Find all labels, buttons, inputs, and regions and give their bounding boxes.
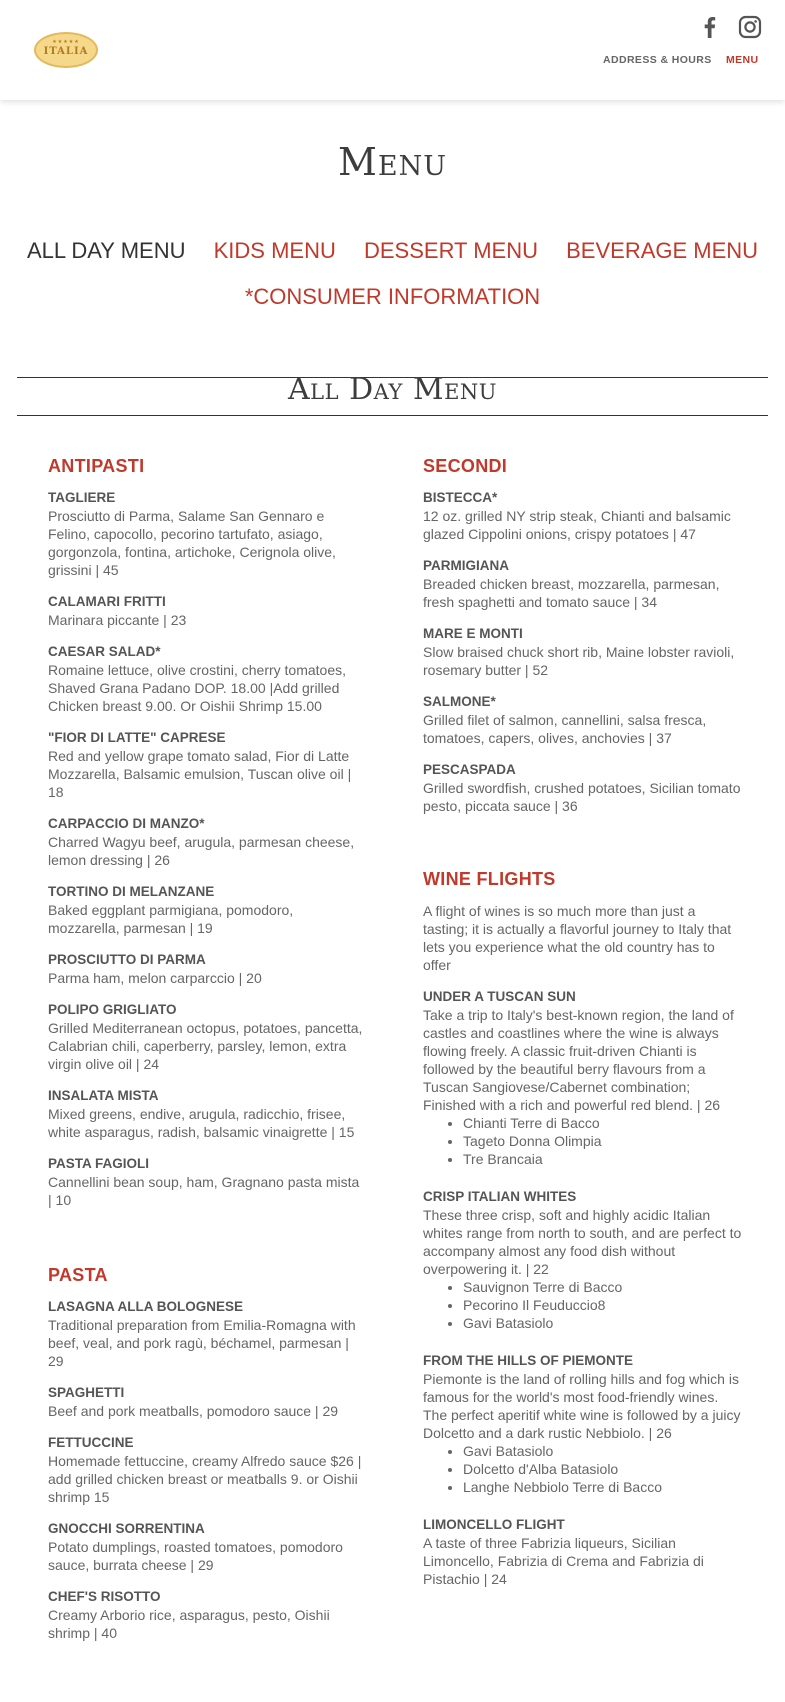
tab-dessert-menu[interactable]: DESSERT MENU	[363, 238, 538, 263]
menu-item	[423, 761, 743, 815]
category-pasta: PASTA	[48, 1265, 108, 1285]
category-wine-flights: WINE FLIGHTS	[423, 869, 556, 889]
item-name: SALMONE*	[423, 694, 496, 709]
menu-item	[423, 988, 743, 1168]
wine-list-item: • Langhe Nebbiolo Terre di Bacco	[463, 1478, 743, 1496]
item-desc: Red and yellow grape tomato salad, Fior di Latte Mozzarella, Balsamic emulsion, Tuscan olive oil | 18	[48, 748, 352, 800]
item-desc: Grilled swordfish, crushed potatoes, Sicilian tomato pesto, piccata sauce | 36	[423, 780, 741, 814]
item-desc: 12 oz. grilled NY strip steak, Chianti and balsamic glazed Cippolini onions, crispy potatoes | 47	[423, 508, 731, 542]
item-name: TAGLIERE	[48, 490, 116, 505]
menu-item	[48, 729, 363, 801]
item-name: "FIOR DI LATTE" CAPRESE	[48, 730, 226, 745]
item-name: INSALATA MISTA	[48, 1088, 159, 1103]
wine-list	[423, 1114, 743, 1168]
logo-text: ITALIA	[43, 46, 89, 57]
item-name: BISTECCA*	[423, 490, 498, 505]
menu-item	[48, 1298, 363, 1370]
item-desc: Parma ham, melon carparccio | 20	[48, 970, 262, 986]
item-desc: Creamy Arborio rice, asparagus, pesto, Oishii shrimp | 40	[48, 1607, 330, 1641]
item-desc: Romaine lettuce, olive crostini, cherry tomatoes, Shaved Grana Padano DOP. 18.00 |Add grilled Chicken breast 9.00. Or Oishii Shrimp 15.00	[48, 662, 347, 714]
item-desc: A taste of three Fabrizia liqueurs, Sicilian Limoncello, Fabrizia di Crema and Fabrizia di Pistachio | 24	[423, 1535, 704, 1587]
item-name: LASAGNA ALLA BOLOGNESE	[48, 1299, 243, 1314]
item-desc: Mixed greens, endive, arugula, radicchio, frisee, white asparagus, radish, balsamic vinaigrette | 15	[48, 1106, 355, 1140]
item-name: PESCASPADA	[423, 762, 516, 777]
item-name: CALAMARI FRITTI	[48, 594, 166, 609]
menu-item	[423, 693, 743, 747]
item-desc: These three crisp, soft and highly acidic Italian whites range from north to south, and are perfect to accompany almost any food dish without overpowering it. | 22	[423, 1207, 742, 1277]
category-antipasti: ANTIPASTI	[48, 456, 145, 476]
item-desc: Beef and pork meatballs, pomodoro sauce | 29	[48, 1403, 339, 1419]
item-name: CAESAR SALAD*	[48, 644, 161, 659]
wine-list-item: • Gavi Batasiolo	[463, 1314, 743, 1332]
menu-item	[48, 1384, 363, 1420]
facebook-icon[interactable]	[697, 14, 723, 40]
section-rule-bottom	[17, 415, 768, 416]
wine-list-item: • Dolcetto d'Alba Batasiolo	[463, 1460, 743, 1478]
menu-item	[48, 1520, 363, 1574]
item-name: PASTA FAGIOLI	[48, 1156, 149, 1171]
item-name: FROM THE HILLS OF PIEMONTE	[423, 1353, 633, 1368]
menu-item	[48, 1434, 363, 1506]
menu-item	[48, 593, 363, 629]
item-name: LIMONCELLO FLIGHT	[423, 1517, 565, 1532]
item-desc: Breaded chicken breast, mozzarella, parmesan, fresh spaghetti and tomato sauce | 34	[423, 576, 720, 610]
wine-list-item: • Tageto Donna Olimpia	[463, 1132, 743, 1150]
item-name: MARE E MONTI	[423, 626, 523, 641]
item-name: CRISP ITALIAN WHITES	[423, 1189, 577, 1204]
item-desc: Grilled filet of salmon, cannellini, salsa fresca, tomatoes, capers, olives, anchovies | 37	[423, 712, 707, 746]
menu-tabs	[0, 238, 785, 264]
item-desc: Baked eggplant parmigiana, pomodoro, mozzarella, parmesan | 19	[48, 902, 294, 936]
item-name: CARPACCIO DI MANZO*	[48, 816, 205, 831]
item-desc: Grilled Mediterranean octopus, potatoes, pancetta, Calabrian chili, caperberry, parsley, lemon, extra virgin olive oil | 24	[48, 1020, 363, 1072]
item-desc: Traditional preparation from Emilia-Romagna with beef, veal, and pork ragù, béchamel, parmesan | 29	[48, 1317, 356, 1369]
menu-item	[48, 815, 363, 869]
logo-stars: ★★★★★	[52, 39, 80, 45]
wine-list-item: • Sauvignon Terre di Bacco	[463, 1278, 743, 1296]
menu-item	[423, 1516, 743, 1588]
menu-item	[48, 643, 363, 715]
menu-item	[48, 1588, 363, 1642]
menu-item	[423, 1188, 743, 1332]
item-name: FETTUCCINE	[48, 1435, 134, 1450]
item-desc: Potato dumplings, roasted tomatoes, pomodoro sauce, burrata cheese | 29	[48, 1539, 343, 1573]
item-desc: Prosciutto di Parma, Salame San Gennaro e Felino, capocollo, pecorino tartufato, asiago, gorgonzola, fontina, artichoke, Cerignola olive, grissini | 45	[48, 508, 336, 578]
tab-beverage-menu[interactable]: BEVERAGE MENU	[566, 238, 759, 263]
item-desc: Charred Wagyu beef, arugula, parmesan cheese, lemon dressing | 26	[48, 834, 355, 868]
tab-consumer-information[interactable]: *CONSUMER INFORMATION	[244, 284, 541, 309]
menu-item	[48, 883, 363, 937]
section-title: All Day Menu	[288, 372, 497, 407]
item-name: PROSCIUTTO DI PARMA	[48, 952, 206, 967]
instagram-icon[interactable]	[737, 14, 763, 40]
item-name: TORTINO DI MELANZANE	[48, 884, 215, 899]
nav-address-hours[interactable]: ADDRESS & HOURS	[603, 54, 712, 66]
item-name: SPAGHETTI	[48, 1385, 125, 1400]
menu-item	[48, 1155, 363, 1209]
item-name: CHEF'S RISOTTO	[48, 1589, 161, 1604]
menu-item	[48, 1001, 363, 1073]
menu-item	[423, 625, 743, 679]
menu-item	[423, 489, 743, 543]
wine-list-item: • Pecorino Il Feuduccio8	[463, 1296, 743, 1314]
item-name: UNDER A TUSCAN SUN	[423, 989, 576, 1004]
wine-list	[423, 1442, 743, 1496]
item-name: GNOCCHI SORRENTINA	[48, 1521, 205, 1536]
page-title: Menu	[338, 140, 447, 184]
wine-list-item: • Tre Brancaia	[463, 1150, 743, 1168]
brand-logo[interactable]	[34, 32, 98, 68]
item-desc: Cannellini bean soup, ham, Gragnano pasta mista | 10	[48, 1174, 360, 1208]
tab-all-day-menu[interactable]: ALL DAY MENU	[26, 238, 186, 263]
item-name: POLIPO GRIGLIATO	[48, 1002, 177, 1017]
wine-list	[423, 1278, 743, 1332]
menu-column-left	[48, 456, 363, 1656]
category-secondi: SECONDI	[423, 456, 508, 476]
site-header	[0, 0, 785, 100]
item-desc: Marinara piccante | 23	[48, 612, 187, 628]
menu-item	[423, 557, 743, 611]
item-desc: Piemonte is the land of rolling hills and fog which is famous for the world's most food-friendly wines. The perfect aperitif white wine is followed by a juicy Dolcetto and a dark rustic Nebbiolo. | 26	[423, 1371, 741, 1441]
item-name: PARMIGIANA	[423, 558, 509, 573]
wine-list-item: • Gavi Batasiolo	[463, 1442, 743, 1460]
wine-list-item: • Chianti Terre di Bacco	[463, 1114, 743, 1132]
item-desc: Take a trip to Italy's best-known region, the land of castles and coastlines where the wine is always flowing freely. A classic fruit-driven Chianti is followed by the beautiful berry flavours from a Tuscan Sangiovese/Cabernet combination; Finished with a rich and powerful red blend. | 26	[423, 1007, 734, 1113]
wine-flights-intro: A flight of wines is so much more than just a tasting; it is actually a flavorful journey to Italy that lets you experience what the old country has to offer	[423, 903, 732, 973]
spacer	[423, 829, 743, 869]
menu-item	[48, 1087, 363, 1141]
item-desc: Homemade fettuccine, creamy Alfredo sauce $26 | add grilled chicken breast or meatballs 9. or Oishii shrimp 15	[48, 1453, 362, 1505]
menu-item	[48, 951, 363, 987]
menu-item	[423, 1352, 743, 1496]
nav-menu[interactable]: MENU	[726, 54, 759, 66]
menu-item	[48, 489, 363, 579]
tab-kids-menu[interactable]: KIDS MENU	[213, 238, 336, 263]
spacer	[48, 1223, 363, 1265]
menu-column-right	[423, 456, 743, 1602]
item-desc: Slow braised chuck short rib, Maine lobster ravioli, rosemary butter | 52	[423, 644, 735, 678]
